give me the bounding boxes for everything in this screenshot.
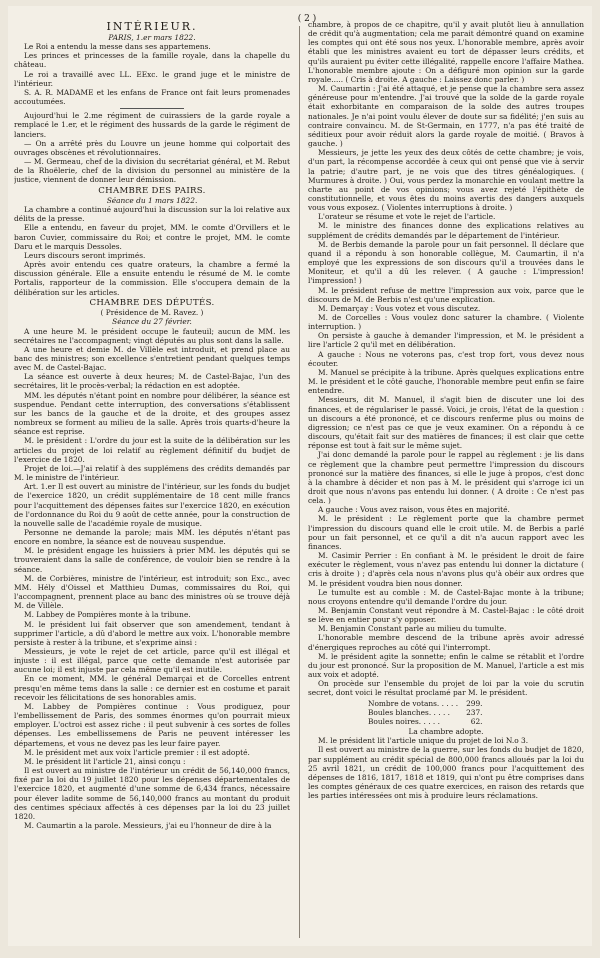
section-heading-interieur: INTÉRIEUR. xyxy=(106,20,198,33)
paragraph: A gauche : Nous ne voterons pas, c'est trop fort, vous devez nous écouter. xyxy=(308,349,584,368)
paragraph: M. Caumartin a la parole. Messieurs, j'ai eu l'honneur de dire à la xyxy=(24,820,272,830)
vote-row xyxy=(368,717,483,726)
column-divider xyxy=(299,26,300,938)
vote-row xyxy=(368,708,483,717)
paragraph: Leurs discours seront imprimés. xyxy=(24,250,146,260)
vote-value: 62. xyxy=(470,716,483,726)
paragraph: Projet de loi.—J'ai relatif à des supplémens des crédits demandés par M. le ministre de l'intérieur. xyxy=(14,463,290,483)
paragraph: Messieurs, dit M. Manuel, il s'agit bien de discuter une loi des finances, et de régulariser le passé. Voici, je crois, l'état de la question : un discours a été prononcé, et ce discours renferme plus ou moins de digression; ce n'est pas ce que je veux examiner. On a répondu à ce discours, qu'était fait sur des matières de finances; il est clair que cette réponse est tout à fait sur le même sujet. xyxy=(308,395,584,451)
paragraph: Après avoir entendu ces quatre orateurs, la chambre a fermé la discussion générale. Elle a ensuite entendu le résumé de M. le comte Portalis, rapporteur de la commission. Elle s'occupera demain de la délibération sur les articles. xyxy=(14,260,290,297)
paragraph: S. A. R. MADAME et les enfans de France ont fait leurs promenades accoutumées. xyxy=(14,87,290,107)
paragraph: M. Casimir Perrier : En confiant à M. le président le droit de faire exécuter le règlement, vous n'avez pas entendu lui donner la dictature ( cris à droite ) ; d'après cela nous n'avons plus qu'à obéir aux ordres que M. le président voudra bien nous donner. xyxy=(308,551,584,588)
paragraph: M. le président refuse de mettre l'impression aux voix, parce que le discours de M. de Berbis n'est qu'une explication. xyxy=(308,285,584,304)
vote-row xyxy=(368,699,483,708)
paragraph: M. le président lui fait observer que son amendement, tendant à supprimer l'article, a dû d'abord le mettre aux voix. L'honorable membre persiste à rester à la tribune, et s'exprime ainsi : xyxy=(14,619,290,647)
right-column xyxy=(308,20,584,940)
paragraph: Aujourd'hui le 2.me régiment de cuirassiers de la garde royale a remplacé le 1.er, et le régiment des hussards de la garde le régiment de lanciers. xyxy=(14,111,290,139)
paragraph: M. le président engage les huissiers à prier MM. les députés qui se trouveraient dans la salle de conférence, de vouloir bien se rendre à la séance. xyxy=(14,546,290,574)
paragraph: M. le président lit l'article unique du projet de loi N.o 3. xyxy=(318,736,529,746)
vote-label: Nombre de votans. . . . . xyxy=(368,698,459,708)
divider xyxy=(120,108,184,109)
paragraph: Messieurs, je jette les yeux des deux côtés de cette chambre; je vois, d'un part, la récompense accordée à ceux qui ont pensé que vie à servir la patrie; d'autre part, je ne vois que des titres généalogiques. ( Murmures à droite. ) Oui, vous perdez la monarchie en voulant mettre la charte au point de vos opinions; vous avez rejeté l'épithète de constitutionnelle, et vous êtes du moins avertis des dangers auxquels vous vous exposez. ( Violentes interruptions à droite. ) xyxy=(308,148,584,213)
paragraph: M. le président : L'ordre du jour est la suite de la délibération sur les articles du projet de loi relatif au règlement définitif du budjet de l'exercice de 1820. xyxy=(14,436,290,464)
dateline: PARIS, 1.er mars 1822. xyxy=(108,33,196,42)
paragraph: M. de Berbis demande la parole pour un fait personnel. Il déclare que quand il a répondu à son honorable collègue, M. Caumartin, il n'a employé que les expressions de son discours qu'il a trouvées dans le Moniteur, et qu'il a dû les relever. ( A gauche : L'impression! l'impression! ) xyxy=(308,239,584,286)
paragraph: On procède sur l'ensemble du projet de loi par la voie du scrutin secret, dont voici le résultat proclamé par M. le président. xyxy=(308,679,584,698)
paragraph: J'ai donc demandé la parole pour le rappel au règlement : je lis dans ce règlement que la chambre peut permettre l'impression du discours prononcé sur la matière des finances, si elle le juge à propos, c'est donc à la chambre à décider et non pas à M. le président qui s'arroge ici un droit que nous n'avons pas entendu lui donner. ( A droite : Ce n'est pas cela. ) xyxy=(308,450,584,506)
paragraph: M. de Corcelles : Vous voulez donc saturer la chambre. ( Violente interruption. ) xyxy=(308,313,584,332)
pairs-session-date: Séance du 1 mars 1822. xyxy=(106,196,198,205)
paragraph: M. Benjamin Constant parle au milieu du tumulte. xyxy=(318,624,507,634)
vote-value: 237. xyxy=(466,707,483,717)
paragraph: Le roi a travaillé avec LL. EExc. le grand juge et le ministre de l'intérieur. xyxy=(14,69,290,88)
paragraph: M. Caumartin : J'ai été attaqué, et je pense que la chambre sera assez généreuse pour m'entendre. J'ai trouvé que la solde de la garde royale était exhorbitante en comparaison de la solde des autres troupes nationales. Je n'ai point voulu élever de doute sur sa fidélité; j'en suis au contraire convaincu. M. de St-Germain, en 1777, n'a pas été traité de séditieux pour avoir réduit alors la garde royale de moitié. ( Bravos à gauche. ) xyxy=(308,84,584,149)
chambre-des-pairs-title: CHAMBRE DES PAIRS. xyxy=(98,185,206,196)
paragraph: Messieurs, je vote le rejet de cet article, parce qu'il est illégal et injuste : il est illégal, parce que cette demande n'est autorisée par aucune loi; il est injuste par cela même qu'il est inutile. xyxy=(14,647,290,675)
left-column xyxy=(14,20,290,940)
paragraph: En ce moment, MM. le général Demarçai et de Corcelles entrent presqu'en même tems dans la salle : ce dernier est en costume et parait recevoir les félicitations de ses honorables amis. xyxy=(14,674,290,702)
newspaper-page xyxy=(8,6,592,946)
paragraph: M. Benjamin Constant veut répondre à M. Castel-Bajac : le côté droit se lève en entier pour s'y opposer. xyxy=(308,606,584,625)
paragraph: M. le président : Le règlement porte que la chambre permet l'impression du discours quand elle le croit utile. M. de Berbis a parlé pour un fait personnel, et ce qu'il a dit n'a aucun rapport avec les finances. xyxy=(308,514,584,551)
paragraph: A une heure et demie M. de Villèle est introduit, et prend place au banc des ministres; son excellence s'entretient pendant quelques temps avec M. de Castel-Bajac. xyxy=(14,344,290,373)
paragraph: chambre, à propos de ce chapitre, qu'il y avait plutôt lieu à annullation de crédit qu'à augmentation; cela me parait démontré quand on examine les comptes qui ont été sous nos yeux. L'honorable membre, après avoir établi que les ministres avaient eu tort de dépasser leurs crédits, et qu'ils auraient pu éviter cette illégalité, rappelle encore l'affaire Mathea. L'honorable membre ajoute : On a défiguré mon opinion sur la garde royale..... ( Cris à droite. A gauche : Laissez donc parler. ) xyxy=(308,20,584,84)
deputes-session-date: Séance du 27 février. xyxy=(112,317,192,327)
paragraph: M. de Corbières, ministre de l'intérieur, est introduit; son Exc., avec MM. Hély d'Oissel et Matthieu Dumas, commissaires du Roi, qui l'accompagnent, prennent place au banc des ministres où se trouve déjà M. de Villèle. xyxy=(14,573,290,611)
paragraph: Les princes et princesses de la famille royale, dans la chapelle du château. xyxy=(14,51,290,70)
intro-paragraphs xyxy=(14,42,290,184)
paragraph: — M. Germeau, chef de la division du secrétariat général, et M. Rebut de la Rhoëlerie, chef de la division du personnel au ministère de la justice, viennent de donner leur démission. xyxy=(14,157,290,185)
paragraph: Il est ouvert au ministre de la guerre, sur les fonds du budjet de 1820, par supplément au crédit spécial de 800,000 francs alloués par la loi du 25 avril 1821, un crédit de 100,000 francs pour l'acquittement des dépenses de 1816, 1817, 1818 et 1819, qui n'ont pu être comprises dans les comptes généraux de ces quatre exercices, en raison des retards que les parties intéressées ont mis à produire leurs réclamations. xyxy=(308,745,584,801)
vote-value: 299. xyxy=(466,698,483,708)
paragraph: M. Demarçay : Vous votez et vous discutez. xyxy=(318,303,481,313)
paragraph: — On a arrêté près du Louvre un jeune homme qui colportait des ouvrages obscènes et révolutionnaires. xyxy=(14,138,290,157)
paragraph: Elle a entendu, en faveur du projet, MM. le comte d'Orvillers et le baron Cuvier, commissaire du Roi; et contre le projet, MM. le comte Daru et le marquis Dessoles. xyxy=(14,223,290,251)
paragraph: Le Roi a entendu la messe dans ses appartemens. xyxy=(24,42,211,52)
paragraph: MM. les députés n'étant point en nombre pour délibérer, la séance est suspendue. Pendant cette interruption, des conversations s'établissent sur les bancs de la gauche et de la droite, et des groupes assez nombreux se forment au milieu de la salle. Après trois quarts-d'heure la séance est reprise. xyxy=(14,390,290,437)
chambre-des-deputes-title: CHAMBRE DES DÉPUTÉS. xyxy=(89,297,215,308)
paragraph: M. le président met aux voix l'article premier : il est adopté. xyxy=(24,747,250,757)
paragraph: Il est ouvert au ministre de l'intérieur un crédit de 56,140,000 francs, fixé par la loi du 19 juillet 1820 pour les dépenses départementales de l'exercice 1820, et augmenté d'une somme de 6,434 francs, nécessaire pour élever ladite somme de 56,140,000 francs au montant du produit des centimes spéciaux affectés à ces dépenses par la loi du 23 juillet 1820. xyxy=(14,766,290,821)
adoption-note: La chambre adopte. xyxy=(408,727,484,737)
paragraph: On persiste à gauche à demander l'impression, et M. le président a lire l'article 2 qu'il met en délibération. xyxy=(308,331,584,350)
paragraph: Le tumulte est au comble : M. de Castel-Bajac monte à la tribune; nous croyons entendre qu'il demande l'ordre du jour. xyxy=(308,587,584,606)
page-number: ( 2 ) xyxy=(297,14,317,24)
paragraph: La séance est ouverte à deux heures; M. de Castel-Bajac, l'un des secrétaires, lit le procès-verbal; la rédaction en est adoptée. xyxy=(14,372,290,391)
paragraph: A gauche : Vous avez raison, vous êtes en majorité. xyxy=(318,505,510,515)
paragraph: Art. 1.er Il est ouvert au ministre de l'intérieur, sur les fonds du budjet de l'exercice 1820, un crédit supplémentaire de 18 cent mille francs pour l'acquittement des dépenses faites sur l'exercice 1820, en exécution de l'ordonnance du Roi du 9 août de cette année, pour la construction de la nouvelle salle de l'académie royale de musique. xyxy=(14,482,290,528)
paragraph: M. Labbey de Pompières monte à la tribune. xyxy=(24,610,191,620)
paragraph: L'orateur se résume et vote le rejet de l'article. xyxy=(318,212,496,222)
paragraph: M. le président lit l'article 21, ainsi conçu : xyxy=(24,756,186,766)
paragraph: M. Labbey de Pompières continue : Vous prodiguez, pour l'embellissement de Paris, des sommes énormes qu'on pourrait mieux employer. L'octroi est assez riche : il peut subvenir à ces sortes de folles dépenses. Les embellissemens de Paris ne peuvent intéresser les départemens, et vous ne devez pas les leur faire payer. xyxy=(14,701,290,748)
paragraph: La chambre a continué aujourd'hui la discussion sur la loi relative aux délits de la presse. xyxy=(14,205,290,224)
paragraph: M. le ministre des finances donne des explications relatives au supplément de crédits demandés par le département de l'intérieur. xyxy=(308,221,584,240)
paragraph: M. le président agite la sonnette; enfin le calme se rétablit et l'ordre du jour est prononcé. Sur la proposition de M. Manuel, l'article a est mis aux voix et adopté. xyxy=(308,651,584,680)
paragraph: M. Manuel se précipite à la tribune. Après quelques explications entre M. le président et le côté gauche, l'honorable membre peut enfin se faire entendre. xyxy=(308,367,584,396)
vote-label: Boules blanches. . . . . xyxy=(368,707,450,717)
presidence-note: ( Présidence de M. Ravez. ) xyxy=(100,308,204,318)
paragraph: Personne ne demande la parole; mais MM. les députés n'étant pas encore en nombre, la séance est de nouveau suspendue. xyxy=(14,527,290,547)
vote-label: Boules noires. . . . . xyxy=(368,716,440,726)
paragraph: A une heure M. le président occupe le fauteuil; aucun de MM. les secrétaires ne l'accompagnent; vingt députés au plus sont dans la salle. xyxy=(14,326,290,345)
vote-results-table xyxy=(368,699,483,726)
paragraph: L'honorable membre descend de la tribune après avoir adressé d'énergiques reproches au côté qui l'interrompt. xyxy=(308,633,584,652)
